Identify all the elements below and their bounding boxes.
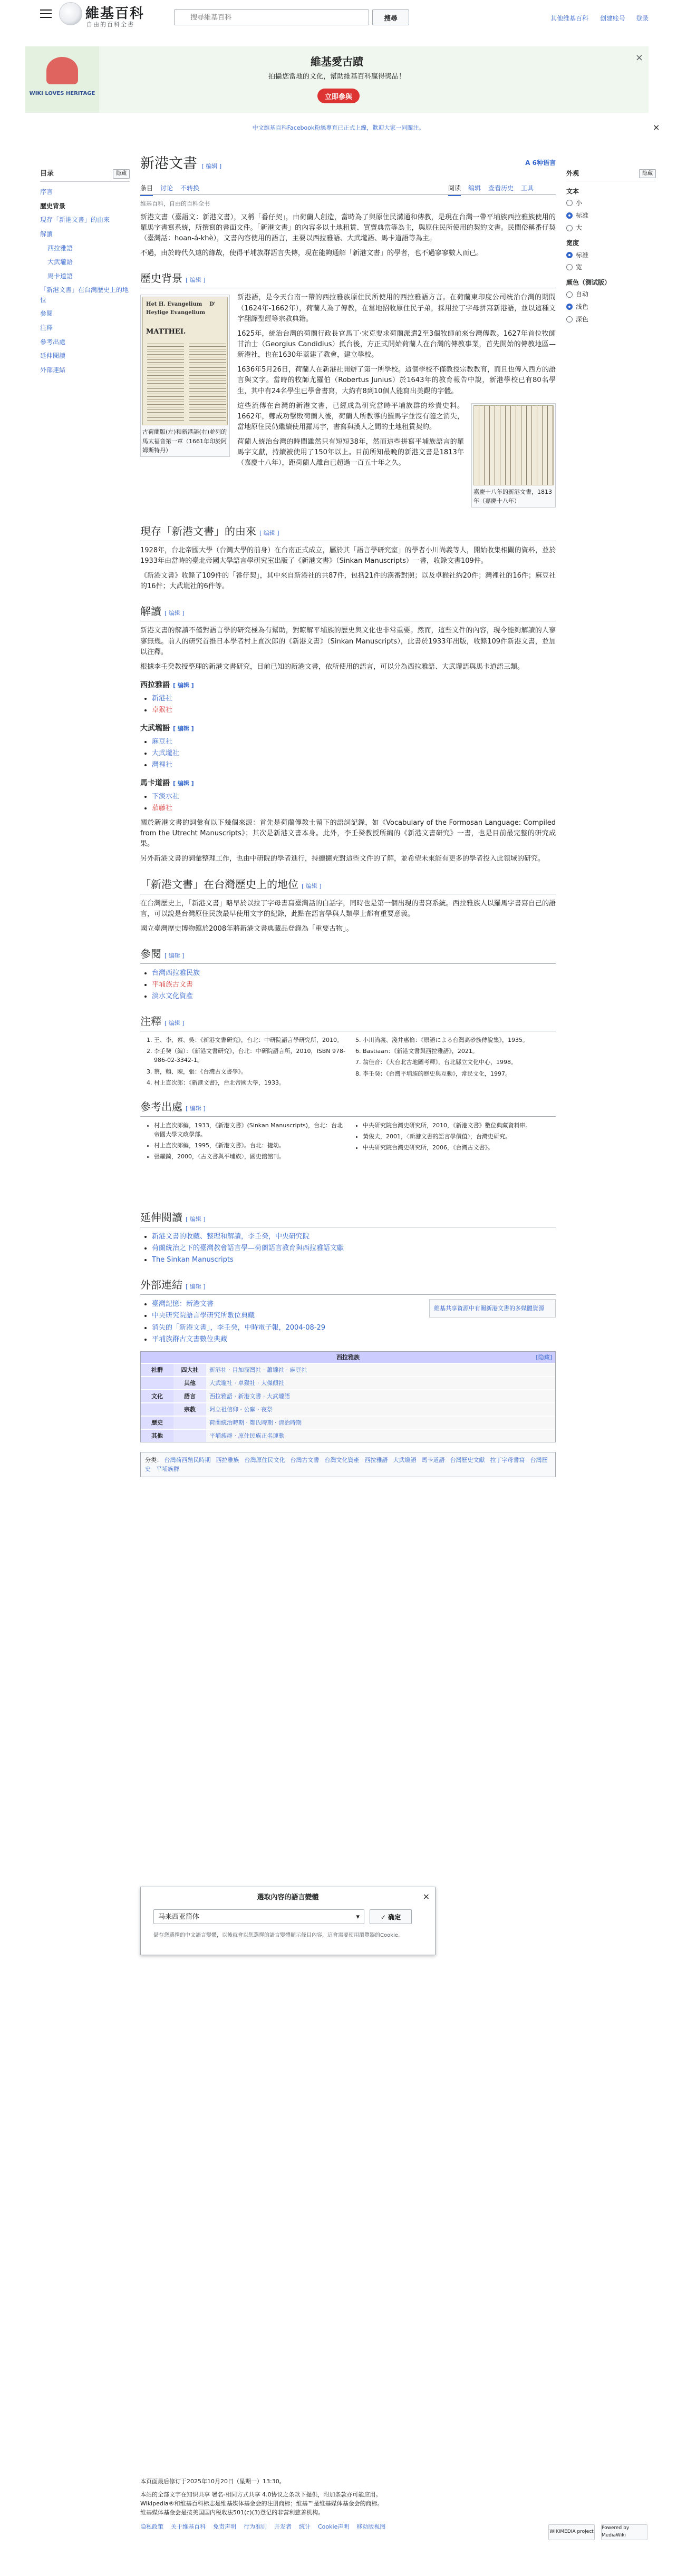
navbox-row [141, 1429, 555, 1442]
last-edited: 本页面最后修订于2025年10月20日（星期一）13:30。 [140, 2478, 285, 2485]
heading-see-also: 參閱 [ 编辑 ] [140, 946, 556, 964]
category-link[interactable]: 西拉雅族 [216, 1457, 239, 1464]
list-item: 8. 李壬癸：《台灣平埔族的歷史與互動》，常民文化，1997。 [363, 1069, 556, 1078]
edit-link[interactable]: [ 编辑 ] [173, 681, 194, 689]
list-item[interactable]: 茄藤社 [152, 804, 173, 812]
edit-link[interactable]: [ 编辑 ] [186, 1105, 206, 1112]
footer-link[interactable]: 关于维基百科 [171, 2523, 206, 2531]
banner-close-icon[interactable]: × [635, 52, 643, 63]
heading-origin: 現存「新港文書」的由來 [ 编辑 ] [140, 523, 556, 541]
makatao-list [140, 792, 556, 814]
category-link[interactable]: 西拉雅語 [364, 1457, 388, 1464]
figure-caption: 古荷蘭版(左)和新港語(右)並列的馬太福音第一章（1661年印於阿姆斯特丹） [142, 428, 227, 454]
tab-edit[interactable]: 编辑 [468, 184, 481, 192]
campaign-banner [25, 46, 649, 113]
navbox-group-label [141, 1403, 173, 1416]
category-link[interactable]: 台灣文化資產 [324, 1457, 360, 1464]
license-text: 本站的全部文字在知识共享 署名-相同方式共享 4.0协议之条款下提供，附加条款亦可能应用。 [140, 2491, 382, 2499]
toc-item[interactable]: 參考出處 [40, 338, 66, 346]
list-item: 5. 小川尚義、淺井惠倫：《原語による台灣高砂族傳說集》，1935。 [363, 1036, 556, 1045]
heading-status: 「新港文書」在台灣歷史上的地位 [ 编辑 ] [140, 876, 556, 894]
tab-tools[interactable]: 工具 [521, 184, 534, 192]
login-link[interactable]: 登录 [636, 15, 649, 22]
footer-link[interactable]: 移动版视图 [356, 2523, 386, 2531]
history-paragraph: 1625年，統治台灣的荷蘭行政長官馬丁·宋克要求荷蘭派遣2至3個牧師前來台灣傳教。1627年首位牧師甘治士（Georgius Candidius）抵台後，方正式開始荷蘭人在台灣的傳教事業，首先開始的傳教地區—新港社，也在1630年蓋建了教會，建立學校。 [237, 329, 556, 359]
edit-link[interactable]: [ 编辑 ] [165, 1020, 185, 1027]
wikipedia-globe-logo[interactable] [59, 2, 82, 25]
figure-caption: 嘉慶十八年的新港文書，1813年（嘉慶十八年） [473, 488, 552, 504]
toc-item[interactable]: 歷史背景 [40, 202, 66, 210]
org-text: 维基媒体基金会是按美国国内税收法501(c)(3)登记的非营利慈善机构。 [140, 2509, 324, 2516]
category-label: 分类： [145, 1457, 162, 1464]
navbox-group-label: 歷史 [141, 1417, 173, 1429]
toc-item[interactable]: 馬卡道語 [47, 272, 73, 280]
from-wikipedia: 维基百科，自由的百科全书 [140, 200, 210, 207]
siraya-list [140, 694, 556, 716]
list-item: • 中央研究院台灣史研究所，2006，《台灣古文書》。 [363, 1143, 556, 1152]
decipher-paragraph: 根據李壬癸教授整理的新港文書研究，目前已知的新港文書，依所使用的語言，可以分為西拉雅語、大武壠語與馬卡道語三類。 [140, 662, 525, 671]
navbox [140, 1351, 556, 1442]
list-item[interactable]: 臺灣記憶：新港文書 [152, 1300, 214, 1309]
navbox-links[interactable]: 阿立祖信仰 · 公廨 · 夜祭 [206, 1403, 555, 1416]
further-reading-list [140, 1232, 556, 1265]
toc-item[interactable]: 外部連結 [40, 366, 66, 374]
site-wordmark[interactable]: 維基百科 [85, 6, 145, 22]
list-item: 4. 村上直次郎：《新港文書》，台北帝國大學，1933。 [154, 1078, 347, 1087]
heading-references: 參考出處 [ 编辑 ] [140, 1099, 556, 1117]
edit-link[interactable]: [ 编辑 ] [186, 277, 206, 284]
edit-link[interactable]: [ 编辑 ] [186, 1283, 206, 1291]
color-dark-radio[interactable]: 深色 [566, 315, 656, 325]
appearance-panel [566, 169, 656, 327]
wikimedia-badge[interactable]: WIKIMEDIA project [548, 2524, 595, 2540]
figure-gospel [140, 295, 230, 456]
banner-participate-button[interactable]: 立即參與 [317, 89, 360, 103]
edit-link[interactable]: [ 编辑 ] [173, 780, 194, 787]
title-edit-link[interactable]: [ 编辑 ] [201, 163, 222, 170]
list-item[interactable]: 新港社 [152, 694, 173, 702]
edit-link[interactable]: [ 编辑 ] [186, 1215, 206, 1223]
width-standard-radio[interactable]: 标准 [566, 250, 656, 260]
footer-link[interactable]: 行为准则 [244, 2523, 267, 2531]
history-paragraph: 這些流傳在台灣的新港文書，已經成為研究當時平埔族群的珍貴史料。1662年，鄭成功擊敗荷蘭人後，荷蘭人所教導的羅馬字並沒有隨之消失，當地原住民仍繼續使用羅馬字，書寫與漢人之間的土地租賃契約。 [237, 402, 464, 431]
list-item: • 村上直次郎編，1995，《新港文書》。台北：捷幼。 [154, 1141, 347, 1150]
edit-link[interactable]: [ 编辑 ] [173, 725, 194, 732]
heading-further-reading: 延伸閱讀 [ 编辑 ] [140, 1209, 556, 1227]
toc-item[interactable]: 「新港文書」在台灣歷史上的地位 [40, 286, 129, 304]
list-item[interactable]: 平埔族古文書 [152, 981, 194, 989]
main-menu-icon[interactable] [40, 9, 52, 18]
dialog-confirm-button[interactable]: ✓ 确定 [370, 1909, 412, 1924]
dialog-note: 儲存您選擇的中文語言變體，以後就會以您選擇的語言變體顯示條目內容，這會需要使用瀏覽器的Cookie。 [153, 1933, 403, 1938]
taivoan-list [140, 737, 556, 770]
list-item: 1. 王、李、蔡、吳：《新港文書研究》，台北：中研院語言學研究所，2010。 [154, 1036, 347, 1045]
heading-makatao: 馬卡道語 [ 编辑 ] [140, 779, 194, 788]
category-link[interactable]: 平埔族群 [156, 1466, 179, 1473]
toc-item[interactable]: 西拉雅語 [47, 244, 73, 252]
list-item[interactable]: 荷蘭統治之下的臺灣教會語言學—荷蘭語言教育與西拉雅語文獻 [152, 1244, 344, 1252]
footer-link[interactable]: Cookie声明 [318, 2523, 350, 2531]
toc-item[interactable]: 注釋 [40, 324, 53, 332]
list-item: 3. 蔡，賴、陳，張：《台灣古文書學》。 [154, 1067, 347, 1076]
list-item[interactable]: The Sinkan Manuscripts [152, 1256, 234, 1264]
navbox-row [141, 1376, 555, 1389]
list-item[interactable]: 淡水文化資產 [152, 992, 194, 1001]
footer-link[interactable]: 免责声明 [213, 2523, 236, 2531]
variant-select[interactable]: 马来西亚简体 ▾ [153, 1909, 364, 1924]
toc-item[interactable]: 大武壠語 [47, 258, 73, 266]
navbox-links[interactable]: 新港社 · 目加溜灣社 · 蕭壠社 · 麻豆社 [206, 1364, 555, 1376]
site-tagline: 自由的百科全書 [86, 21, 134, 28]
site-header [0, 0, 677, 33]
tab-talk[interactable]: 讨论 [160, 184, 173, 192]
appearance-hide-button[interactable]: 隐藏 [639, 169, 656, 179]
site-notice-close-icon[interactable]: × [653, 122, 660, 132]
heading-external-links: 外部連結 [ 编辑 ] [140, 1277, 556, 1295]
edit-link[interactable]: [ 编辑 ] [165, 610, 185, 617]
tab-history[interactable]: 查看历史 [488, 184, 514, 192]
list-item: • 黃俊夫，2001，〈新港文書的語言學價值〉，台灣史研究。 [363, 1132, 556, 1141]
history-paragraph: 荷蘭人統治台灣的時間雖然只有短短38年，然而這些拼寫平埔族語言的羅馬字文獻，持續被使用了150年以上。目前所知最晚的新港文書是1813年（嘉慶十八年），距荷蘭人離台已超過一百五十年之久。 [237, 438, 464, 467]
list-item[interactable]: 大武壠社 [152, 749, 180, 757]
origin-paragraph: 《新港文書》收錄了109件的「番仔契」，其中來自新港社的共87件，包括21件的漢番對照；以及卓猴社約20件；灣裡社的16件；麻豆社的16件；大武壠社的6件等。 [140, 572, 556, 591]
toc-item[interactable]: 現存「新港文書」的由來 [40, 216, 110, 224]
toc-item[interactable]: 參閱 [40, 310, 53, 318]
color-light-radio[interactable]: 浅色 [566, 302, 656, 312]
navbox-subgroup-label: 四大社 [173, 1364, 206, 1376]
language-selector-button[interactable]: A 6种语言 [525, 159, 556, 167]
gospel-page-image[interactable]: Het H. Evangelium D' Heylige Evangelium MATTHEI. [142, 297, 228, 425]
page-title: 新港文書 [ 编辑 ] [140, 155, 222, 172]
main-content [140, 153, 556, 1477]
commons-link[interactable]: 維基共享資源中有關新港文書的多媒體資源 [434, 1305, 544, 1312]
list-item[interactable]: 消失的「新港文書」，李壬癸，中時電子報，2004-08-29 [152, 1323, 326, 1332]
list-item[interactable]: 中央研究院語言學研究所數位典藏 [152, 1312, 255, 1320]
navbox-subgroup-label [173, 1430, 206, 1442]
status-paragraph: 國立臺灣歷史博物館於2008年將新港文書典藏品登錄為「重要古物」。 [140, 924, 353, 933]
list-item[interactable]: 灣裡社 [152, 760, 173, 769]
edit-link[interactable]: [ 编辑 ] [259, 529, 279, 536]
navbox-links[interactable]: 荷蘭統治時期 · 鄭氏時期 · 清治時期 [206, 1417, 555, 1429]
navbox-subgroup-label: 其他 [173, 1377, 206, 1389]
page-footer [140, 2477, 646, 2531]
other-wikis-link[interactable]: 其他维基百科 [550, 15, 589, 22]
tab-read[interactable]: 阅读 [448, 183, 461, 197]
banner-title: 維基愛古蹟 [311, 55, 363, 68]
navbox-subgroup-label: 語言 [173, 1390, 206, 1402]
commons-box [429, 1299, 556, 1318]
wiki-loves-heritage-logo: WIKI LOVES HERITAGE [25, 46, 99, 113]
navbox-subgroup-label: 宗教 [173, 1403, 206, 1416]
list-item: 2. 李壬癸（編）：《新港文書研究》，台北：中研院語言所，2010，ISBN 978-986-02-3342-1。 [154, 1047, 347, 1065]
toc-item[interactable]: 序言 [40, 188, 53, 196]
dialog-title: 選取內容的語言變體 [257, 1894, 319, 1901]
navbox-subgroup-label [173, 1417, 206, 1429]
navbox-links[interactable]: 大武壠社 · 卓猴社 · 大傑顛社 [206, 1377, 555, 1389]
figure-manuscript [471, 403, 556, 508]
site-notice [0, 123, 677, 132]
navbox-title[interactable]: 西拉雅族 [336, 1353, 360, 1361]
toc-item[interactable]: 解讀 [40, 230, 53, 238]
toc-item[interactable]: 延伸閱讀 [40, 352, 66, 360]
see-also-list [140, 968, 556, 1002]
navbox-row [141, 1389, 555, 1402]
footer-link[interactable]: 隐私政策 [140, 2523, 163, 2531]
width-wide-radio[interactable]: 宽 [566, 262, 656, 272]
tab-article[interactable]: 条目 [140, 183, 153, 197]
heading-siraya: 西拉雅語 [ 编辑 ] [140, 680, 194, 689]
appearance-title: 外观 [566, 170, 579, 177]
color-auto-radio[interactable]: 自动 [566, 289, 656, 299]
notes-list [140, 1036, 556, 1087]
navbox-row [141, 1402, 555, 1416]
category-link[interactable]: 台灣歷史 [145, 1457, 548, 1473]
heading-history: 歷史背景 [ 编辑 ] [140, 270, 556, 288]
category-link[interactable]: 台灣原住民文化 [244, 1457, 285, 1464]
heading-notes: 注釋 [ 编辑 ] [140, 1013, 556, 1031]
list-item: • 村上直次郎編，1933，《新港文書》(Sinkan Manuscripts)，台北：台北帝國大學文政學部。 [154, 1121, 347, 1139]
list-item[interactable]: 下淡水社 [152, 792, 180, 801]
page-tabs [140, 180, 556, 195]
search-input[interactable] [174, 9, 369, 25]
site-notice-text[interactable]: 中文維基百科Facebook粉絲專頁已正式上線，歡迎大家一同關注。 [252, 124, 425, 131]
history-paragraph: 新港語，是今天台南一帶的西拉雅族原住民所使用的西拉雅語方言。在荷蘭東印度公司統治台灣的期間（1624年-1662年），荷蘭人為了傳教，在當地招收原住民子弟，採用拉丁字母拼寫新港語，並以這種文字翻譯聖經等宗教典籍。 [237, 294, 556, 323]
category-link[interactable]: 拉丁字母書寫 [490, 1457, 525, 1464]
status-paragraph: 在台灣歷史上，「新港文書」略早於以拉丁字母書寫臺灣話的白話字，同時也是第一個出現的書寫系統。西拉雅族人以羅馬字書寫自己的語言，可以說是台灣原住民族最早使用文字的紀錄，此點在語言學與人類學上都有重要意義。 [140, 899, 556, 918]
mediawiki-badge[interactable]: Powered by MediaWiki [601, 2524, 647, 2540]
text-size-small-radio[interactable]: 小 [566, 198, 656, 208]
navbox-hide-link[interactable]: [隐藏] [536, 1353, 552, 1361]
list-item: • 張耀錡，2000，〈古文書與平埔族〉，國史館館刊。 [154, 1152, 347, 1161]
dialog-close-icon[interactable]: × [422, 1891, 430, 1901]
list-item: 7. 翁佳音：《大台北古地圖考釋》，台北縣立文化中心，1998。 [363, 1058, 556, 1067]
create-account-link[interactable]: 创建账号 [600, 15, 626, 22]
search-button[interactable]: 搜尋 [372, 9, 409, 25]
banner-subtitle: 拍攝您當地的文化，幫助維基百科贏得獎品！ [268, 73, 405, 81]
color-label: 颜色（测试版） [566, 278, 611, 286]
list-item: 6. Bastiaan：《新港文書與西拉雅語》，2021。 [363, 1047, 556, 1056]
category-link[interactable]: 台灣荷西殖民時期 [164, 1457, 211, 1464]
list-item[interactable]: 平埔族群古文書數位典藏 [152, 1335, 228, 1343]
navbox-group-label [141, 1377, 173, 1389]
list-item[interactable]: 新港文書的收藏、整理和解讀，李壬癸，中央研究院 [152, 1232, 310, 1241]
category-link[interactable]: 大武壠語 [393, 1457, 417, 1464]
text-size-large-radio[interactable]: 大 [566, 223, 656, 233]
toc-hide-button[interactable]: 隐藏 [113, 169, 130, 179]
list-item[interactable]: 卓猴社 [152, 706, 173, 714]
navbox-links[interactable]: 平埔族群 · 原住民族正名運動 [206, 1430, 555, 1442]
table-of-contents [40, 169, 130, 379]
text-size-label: 文本 [566, 187, 579, 195]
navbox-group-label: 社群 [141, 1364, 173, 1376]
list-item[interactable]: 台灣西拉雅民族 [152, 969, 200, 977]
trademark-text: Wikipedia®和维基百科标志是维基媒体基金会的注册商标；维基™是维基媒体基金会的商标。 [140, 2500, 383, 2507]
intro-paragraph-2: 不過，由於時代久遠的緣故，使得平埔族群語言失傳，現在能夠通解「新港文書」的學者，也不過寥寥數人而已。 [140, 249, 483, 258]
category-link[interactable]: 台灣古文書 [290, 1457, 320, 1464]
heading-decipher: 解讀 [ 编辑 ] [140, 603, 556, 621]
text-size-standard-radio[interactable]: 标准 [566, 211, 656, 221]
edit-link[interactable]: [ 编辑 ] [165, 952, 185, 959]
width-label: 宽度 [566, 239, 579, 247]
external-links-list [140, 1299, 414, 1345]
decipher-paragraph: 另外新港文書的詞彙整理工作，也由中研院的學者進行，持續擴充對這些文件的了解，並希望未來能有更多的學者投入此領域的研究。 [140, 855, 545, 863]
list-item[interactable]: 麻豆社 [152, 737, 173, 746]
edit-link[interactable]: [ 编辑 ] [302, 882, 322, 890]
decipher-paragraph: 關於新港文書的詞彙有以下幾個來源：首先是荷蘭傳教士留下的語詞記錄，如《Vocabulary of the Formosan Language: Compiled from the Utrecht Manuscripts》；其次是新港文書本身。此外，李壬癸教授所編的《新港文書研究》一書，也是目前最完整的研究成果。 [140, 818, 556, 848]
tab-variant[interactable]: 不转换 [180, 184, 200, 192]
history-paragraph: 1636年5月26日，荷蘭人在新港社開辦了第一所學校。這個學校不僅教授宗教教育，而且也傳入西方的語言與文字。當時的牧師尤羅伯（Robertus Junius）於1643年的教育報告中說，新港學校已有80名學生，其中有24名學生已學會書寫，大約有8到10個人能寫出美觀的字體。 [237, 366, 556, 395]
manuscript-image[interactable] [473, 405, 554, 485]
footer-link[interactable]: 开发者 [274, 2523, 292, 2531]
origin-paragraph: 1928年，台北帝國大學（台灣大學的前身）在台南正式成立，屬於其「語言學研究室」的學者小川尚義等人，開始收集相關的資料，並於1933年由當時的臺北帝國大學語言學研究室出版了《新港文書》（Sinkan Manuscripts）一書，收錄文書109件。 [140, 546, 556, 565]
navbox-row [141, 1416, 555, 1429]
navbox-group-label: 文化 [141, 1390, 173, 1402]
footer-link[interactable]: 统计 [299, 2523, 311, 2531]
heading-taivoan: 大武壠語 [ 编辑 ] [140, 724, 194, 733]
variant-dialog [140, 1887, 436, 1955]
toc-title: 目录 [40, 170, 54, 178]
category-box [140, 1452, 556, 1477]
intro-paragraph: 新港文書（臺語文：新港文書），又稱「番仔契」，由荷蘭人創造，當時為了與原住民溝通和傳教，是現在台灣一帶平埔族西拉雅族使用的羅馬字書寫系統，所撰寫的書面文件。「新港文書」的內容多以土地租賃、買賣典當等為主，與原住民所使用的契約文書。民間俗稱番仔契（臺灣話：hoan-á-khè），文書內容使用的語言，主要以西拉雅語、大武壠語、馬卡道語等為主。 [140, 213, 556, 243]
references-list [140, 1121, 556, 1161]
decipher-paragraph: 新港文書的解讀不僅對語言學的研究極為有幫助，對瞭解平埔族的歷史與文化也非常重要。然而，這些文件的內容，現今能夠解讀的人寥寥無幾。前人的研究首推日本學者村上直次郎的《新港文書》（Sinkan Manuscripts），此書於1933年出版，收錄109件新港文書，並加以注釋。 [140, 627, 556, 656]
navbox-links[interactable]: 西拉雅語 · 新港文書 · 大武壠語 [206, 1390, 555, 1402]
list-item: • 中央研究院台灣史研究所，2010，《新港文書》數位典藏資料庫。 [363, 1121, 556, 1130]
navbox-group-label: 其他 [141, 1430, 173, 1442]
chevron-down-icon: ▾ [356, 1913, 360, 1921]
category-link[interactable]: 台灣歷史文獻 [450, 1457, 485, 1464]
category-link[interactable]: 馬卡道語 [421, 1457, 445, 1464]
navbox-row [141, 1363, 555, 1376]
